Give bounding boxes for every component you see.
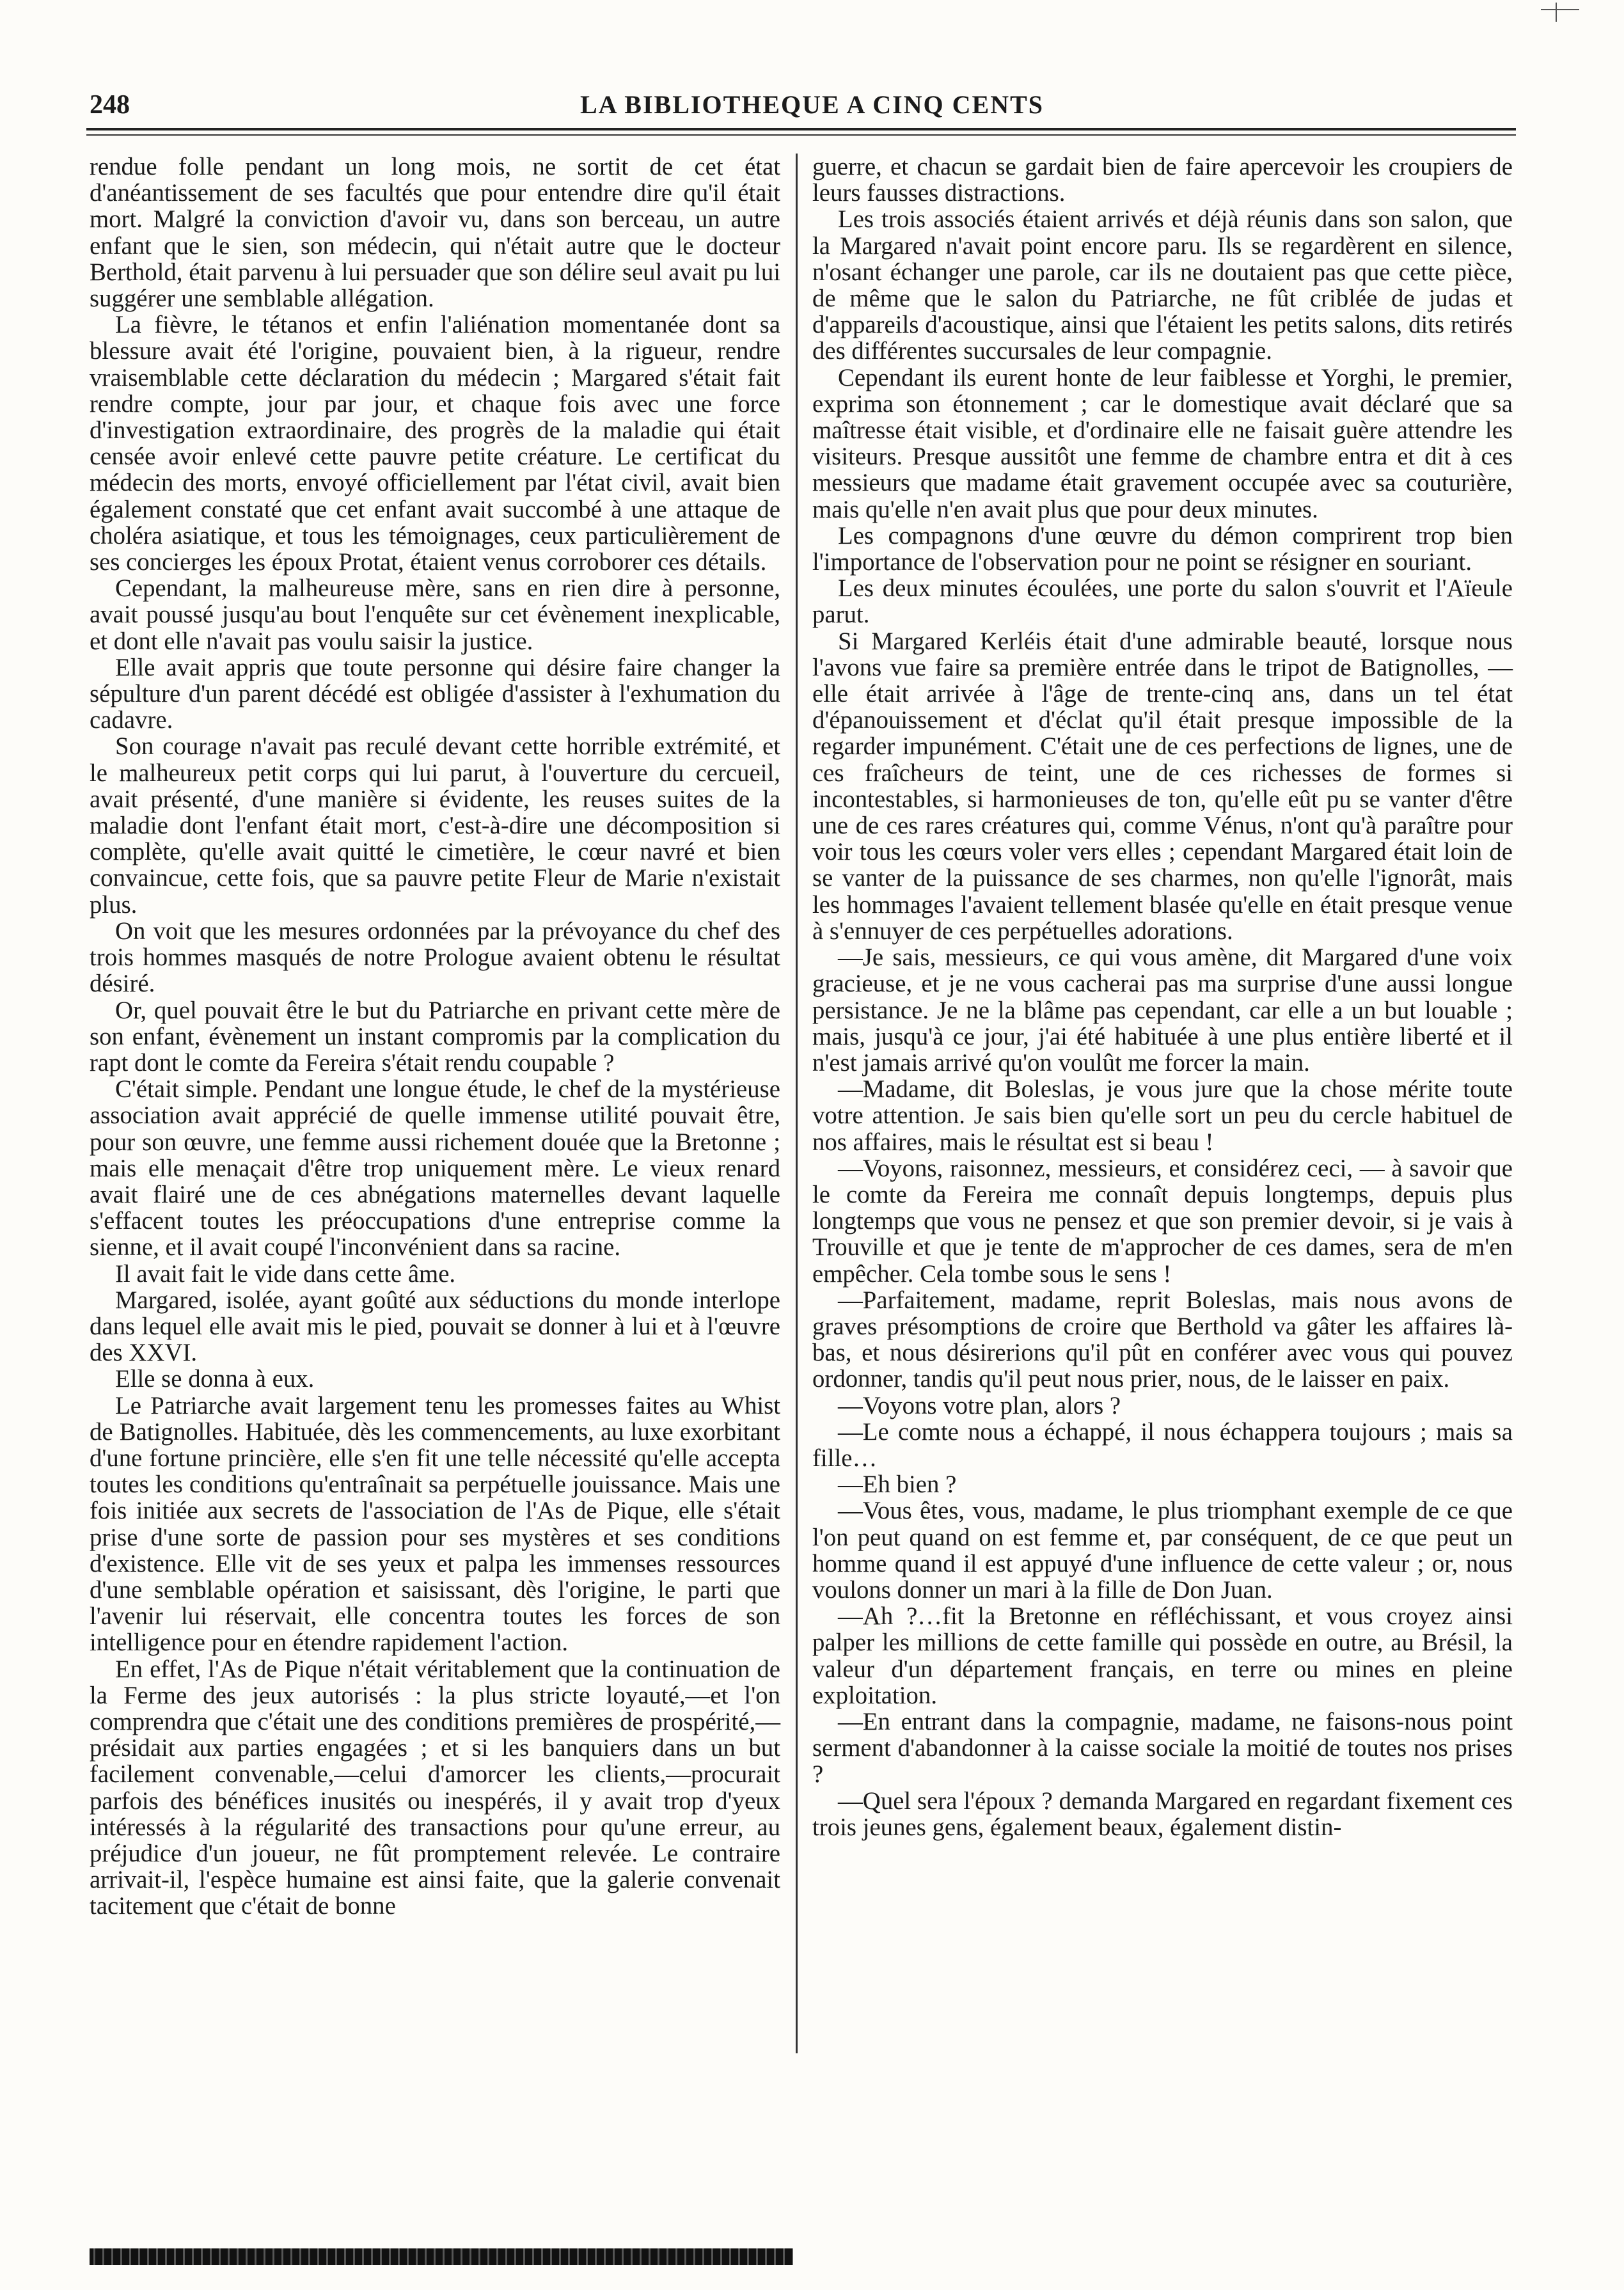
paragraph: Les compagnons d'une œuvre du démon comprirent trop bien l'importance de l'observation pour ne point se résigner en souriant. xyxy=(812,521,1513,576)
corner-tick xyxy=(1556,3,1557,22)
corner-mark xyxy=(1541,9,1579,10)
paragraph: —Madame, dit Boleslas, je vous jure que la chose mérite toute votre attention. Je sais bien qu'elle sort un peu du cercle habituel de nos affaires, mais le résultat est si beau ! xyxy=(812,1075,1513,1156)
column-divider xyxy=(796,154,798,2053)
page-number: 248 xyxy=(90,90,130,120)
running-title: LA BIBLIOTHEQUE A CINQ CENTS xyxy=(579,90,1045,119)
paragraph: Cependant, la malheureuse mère, sans en rien dire à personne, avait poussé jusqu'au bout l'enquête sur cet évènement inexplicable, et dont elle n'avait pas voulu saisir la justice. xyxy=(90,574,780,655)
paragraph: Le Patriarche avait largement tenu les promesses faites au Whist de Batignolles. Habituée, dès les commencements, au luxe exorbitant d'une fortune princière, elle s'en fit une telle nécessité qu'elle accepta toutes les conditions qu'entraînait sa perpétuelle jouissance. Mais une fois initiée aux secrets de l'association de l'As de Pique, elle s'était prise d'une sorte de passion pour ses mystères et ses conditions d'existence. Elle vit de ses yeux et palpa les immenses ressources d'une semblable opération et saisissant, dès l'origine, le parti que l'avenir lui réservait, elle concentra toutes les forces de son intelligence pour en étendre rapidement l'action. xyxy=(90,1391,780,1657)
paragraph: C'était simple. Pendant une longue étude, le chef de la mystérieuse association avait apprécié de quelle immense utilité pouvait être, pour son œuvre, une femme aussi richement douée que la Bretonne ; mais elle menaçait d'être trop uniquement mère. Le vieux renard avait flairé une de ces abnégations maternelles devant laquelle s'effacent toutes les préoccupations d'une entreprise comme la sienne, et il avait coupé l'inconvénient dans sa racine. xyxy=(90,1075,780,1261)
paragraph: —En entrant dans la compagnie, madame, ne faisons-nous point serment d'abandonner à la caisse sociale la moitié de toutes nos prises ? xyxy=(812,1707,1513,1789)
paragraph: Les deux minutes écoulées, une porte du salon s'ouvrit et l'Aïeule parut. xyxy=(812,574,1513,629)
right-column xyxy=(812,154,1513,1840)
paragraph: Margared, isolée, ayant goûté aux séductions du monde interlope dans lequel elle avait mis le pied, pouvait se donner à lui et à l'œuvre des XXVI. xyxy=(90,1286,780,1367)
paragraph: —Quel sera l'époux ? demanda Margared en regardant fixement ces trois jeunes gens, également beaux, également distin- xyxy=(812,1787,1513,1841)
paragraph: —Eh bien ? xyxy=(838,1471,957,1499)
paragraph: —Voyons, raisonnez, messieurs, et considérez ceci, — à savoir que le comte da Fereira me connaît depuis longtemps, depuis plus longtemps que vous ne pensez et que son premier devoir, si je vais à Trouville et que je tente de m'approcher de ces dames, sera de m'en empêcher. Cela tombe sous le sens ! xyxy=(812,1154,1513,1288)
header-rule-thin xyxy=(86,134,1516,136)
paragraph: —Parfaitement, madame, reprit Boleslas, mais nous avons de graves présomptions de croire que Berthold va gâter les affaires là-bas, et nous désirerions qu'il pût en conférer avec vous qui pouvez ordonner, tandis qu'il peut nous prier, nous, de le laisser en paix. xyxy=(812,1286,1513,1393)
paragraph: On voit que les mesures ordonnées par la prévoyance du chef des trois hommes masqués de notre Prologue avaient obtenu le résultat désiré. xyxy=(90,917,780,998)
paragraph: Il avait fait le vide dans cette âme. xyxy=(115,1260,456,1288)
paragraph: La fièvre, le tétanos et enfin l'aliénation momentanée dont sa blessure avait été l'origine, pouvaient bien, à la rigueur, rendre vraisemblable cette déclaration du médecin ; Margared s'était fait rendre compte, jour par jour, et chaque fois avec une force d'investigation extraordinaire, des progrès de la maladie qui était censée avoir enlevé cette pauvre petite créature. Le certificat du médecin des morts, envoyé officiellement par l'état civil, avait bien également constaté que cet enfant avait succombé à une attaque de choléra asiatique, et tous les témoignages, ceux particulièrement de ses concierges les époux Protat, étaient venus corroborer ces détails. xyxy=(90,311,780,576)
header-rule xyxy=(86,128,1516,130)
paragraph: —Vous êtes, vous, madame, le plus triomphant exemple de ce que l'on peut quand on est femme et, par conséquent, de ce que peut un homme quand il est appuyé d'une influence de cette valeur ; or, nous voulons donner un mari à la fille de Don Juan. xyxy=(812,1497,1513,1604)
paragraph: rendue folle pendant un long mois, ne sortit de cet état d'anéantissement de ses facultés que pour entendre dire qu'il était mort. Malgré la conviction d'avoir vu, dans son berceau, un autre enfant que le sien, son médecin, qui n'était autre que le docteur Berthold, était parvenu à lui persuader que son délire seul avait pu lui suggérer une semblable allégation. xyxy=(90,153,780,313)
paragraph: Or, quel pouvait être le but du Patriarche en privant cette mère de son enfant, évènement un instant compromis par la complication du rapt dont le comte da Fereira s'était rendu coupable ? xyxy=(90,996,780,1077)
paragraph: Les trois associés étaient arrivés et déjà réunis dans son salon, que la Margared n'avait point encore paru. Ils se regardèrent en silence, n'osant échanger une parole, car ils ne doutaient pas que cette pièce, de même que le salon du Patriarche, ne fût criblée de judas et d'appareils d'acoustique, ainsi que l'étaient les petits salons, dits retirés des différentes succursales de leur compagnie. xyxy=(812,205,1513,365)
paragraph: guerre, et chacun se gardait bien de faire apercevoir les croupiers de leurs fausses distractions. xyxy=(812,153,1513,207)
paragraph: En effet, l'As de Pique n'était véritablement que la continuation de la Ferme des jeux autorisés : la plus stricte loyauté,—et l'on comprendra que c'était une des conditions premières de prospérité,—présidait aux parties engagées ; et si les banquiers dans un but facilement convenable,—celui d'amorcer les clients,—procurait parfois des bénéfices inusités ou inespérés, il y avait trop d'yeux intéressés à la régularité des transactions pour qu'une erreur, au préjudice d'un joueur, ne fût promptement relevée. Le contraire arrivait-il, l'espèce humaine est ainsi faite, que la galerie convenait tacitement que c'était de bonne xyxy=(90,1655,780,1920)
paragraph: —Le comte nous a échappé, il nous échappera toujours ; mais sa fille… xyxy=(812,1417,1513,1472)
left-column xyxy=(90,154,780,1920)
paragraph: Elle avait appris que toute personne qui désire faire changer la sépulture d'un parent décédé est obligée d'assister à l'exhumation du cadavre. xyxy=(90,653,780,734)
paragraph: —Ah ?…fit la Bretonne en réfléchissant, et vous croyez ainsi palper les millions de cette famille qui possède en outre, au Brésil, la valeur d'un département français, en terre ou mines en pleine exploitation. xyxy=(812,1602,1513,1709)
paragraph: —Je sais, messieurs, ce qui vous amène, dit Margared d'une voix gracieuse, et je ne vous cacherai pas ma surprise d'une aussi longue persistance. Je ne la blâme pas cependant, car elle a un but louable ; mais, jusqu'à ce jour, j'ai été habituée à une plus entière liberté et il n'est jamais arrivé qu'on voulût me forcer la main. xyxy=(812,944,1513,1077)
paragraph: —Voyons votre plan, alors ? xyxy=(838,1391,1121,1419)
bottom-print-bar xyxy=(90,2248,793,2265)
paragraph: Si Margared Kerléis était d'une admirable beauté, lorsque nous l'avons vue faire sa première entrée dans le tripot de Batignolles, — elle était arrivée à l'âge de trente-cinq ans, dans un tel état d'épanouissement et d'éclat qu'il était presque impossible de la regarder impunément. C'était une de ces perfections de lignes, une de ces fraîcheurs de teint, une de ces richesses de formes si incontestables, si harmonieuses de ton, qu'elle eût pu se vanter d'être une de ces rares créatures qui, comme Vénus, n'ont qu'à paraître pour voir tous les cœurs voler vers elles ; cependant Margared était loin de se vanter de la puissance de ses charmes, non qu'elle l'ignorât, mais les hommages l'avaient tellement blasée qu'elle en était presque venue à s'ennuyer de ces perpétuelles adorations. xyxy=(812,627,1513,945)
paragraph: Elle se donna à eux. xyxy=(115,1365,315,1393)
paragraph: Son courage n'avait pas reculé devant cette horrible extrémité, et le malheureux petit corps qui lui parut, à l'ouverture du cercueil, avait présenté, d'une manière si évidente, les reuses suites de la maladie dont l'enfant était mort, c'est-à-dire une décomposition si complète, qu'elle avait quitté le cimetière, le cœur navré et bien convaincue, cette fois, que sa pauvre petite Fleur de Marie n'existait plus. xyxy=(90,732,780,919)
paragraph: Cependant ils eurent honte de leur faiblesse et Yorghi, le premier, exprima son étonnement ; car le domestique avait déclaré que sa maîtresse était visible, et d'ordinaire elle ne faisait guère attendre les visiteurs. Presque aussitôt une femme de chambre entra et dit à ces messieurs que madame était gravement occupée avec sa couturière, mais qu'elle n'en avait plus que pour deux minutes. xyxy=(812,363,1513,523)
